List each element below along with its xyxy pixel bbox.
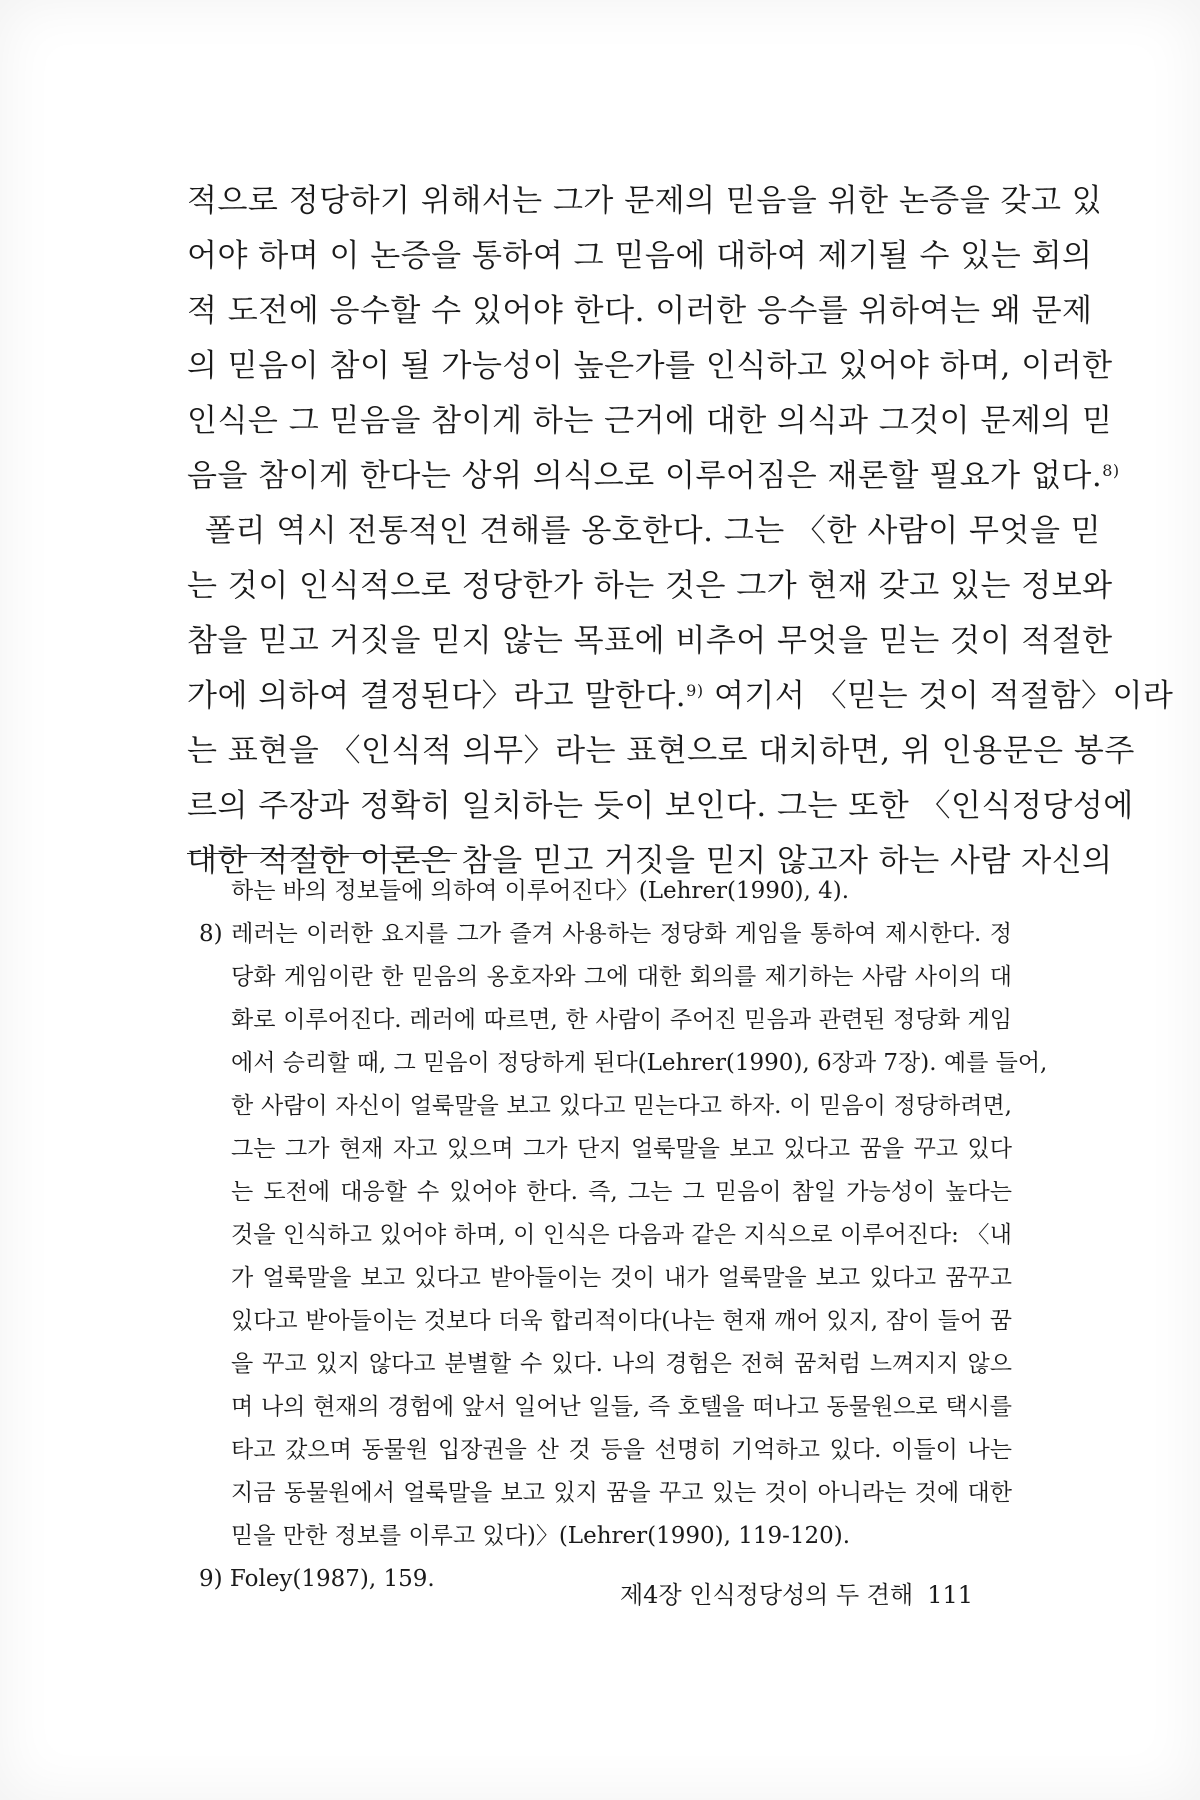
footnote-8-text: 레러는 이러한 요지를 그가 즐겨 사용하는 정당화 게임을 통하여 제시한다. 정	[231, 921, 1012, 947]
footnote-8-line: 그는 그가 현재 자고 있으며 그가 단지 얼룩말을 보고 있다고 꿈을 꾸고 있다	[231, 1136, 1012, 1162]
body-line: 어야 하며 이 논증을 통하여 그 믿음에 대하여 제기될 수 있는 회의	[187, 238, 1093, 274]
footnote-8-line: 화로 이루어진다. 레러에 따르면, 한 사람이 주어진 믿음과 관련된 정당화 게임	[231, 1007, 1012, 1033]
footnote-8-label: 8)	[199, 921, 223, 947]
footnotes	[187, 870, 1048, 1601]
body-line: 적 도전에 응수할 수 있어야 한다. 이러한 응수를 위하여는 왜 문제	[187, 293, 1093, 329]
chapter-title: 제4장 인식정당성의 두 견해	[620, 1581, 914, 1609]
footnote-ref-9[interactable]: 9)	[686, 681, 704, 700]
body-line: 참을 믿고 거짓을 믿지 않는 목표에 비추어 무엇을 믿는 것이 적절한	[187, 623, 1113, 659]
body-line: 르의 주장과 정확히 일치하는 듯이 보인다. 그는 또한 〈인식정당성에	[187, 788, 1134, 824]
footnote-8-line: 믿을 만한 정보를 이루고 있다)〉(Lehrer(1990), 119-120).	[231, 1523, 851, 1549]
body-line-text: 음을 참이게 한다는 상위 의식으로 이루어짐은 재론할 필요가 없다.	[187, 458, 1103, 494]
footnote-8-line: 지금 동물원에서 얼룩말을 보고 있지 꿈을 꾸고 있는 것이 아니라는 것에 대한	[231, 1480, 1012, 1506]
footnote-8-line: 며 나의 현재의 경험에 앞서 일어난 일들, 즉 호텔을 떠나고 동물원으로 택시를	[231, 1394, 1012, 1420]
footnote-8-line: 당화 게임이란 한 믿음의 옹호자와 그에 대한 회의를 제기하는 사람 사이의 대	[231, 964, 1012, 990]
footnote-9-label: 9)	[199, 1566, 223, 1592]
body-line-text: 여기서 〈믿는 것이 적절함〉이라	[703, 678, 1174, 714]
body-text	[187, 174, 1174, 889]
body-line-text: 가에 의하여 결정된다〉라고 말한다.	[187, 678, 687, 714]
footnote-8-line: 을 꾸고 있지 않다고 분별할 수 있다. 나의 경험은 전혀 꿈처럼 느껴지지 않으	[231, 1351, 1012, 1377]
body-line: 는 것이 인식적으로 정당한가 하는 것은 그가 현재 갖고 있는 정보와	[187, 568, 1113, 604]
footnote-ref-8[interactable]: 8)	[1102, 461, 1120, 480]
running-footer	[620, 1575, 1020, 1610]
body-line	[187, 449, 1120, 504]
footnote-8-line: 한 사람이 자신이 얼룩말을 보고 있다고 믿는다고 하자. 이 믿음이 정당하려면,	[231, 1093, 1012, 1119]
footnote-8-line: 것을 인식하고 있어야 하며, 이 인식은 다음과 같은 지식으로 이루어진다: 〈내	[231, 1222, 1012, 1248]
footnote-divider	[187, 853, 457, 854]
footnote-8-line	[187, 913, 1012, 956]
body-line: 적으로 정당하기 위해서는 그가 문제의 믿음을 위한 논증을 갖고 있	[187, 183, 1103, 219]
footnote-continuation: 하는 바의 정보들에 의하여 이루어진다〉(Lehrer(1990), 4).	[231, 878, 850, 904]
footnote-8-line: 는 도전에 대응할 수 있어야 한다. 즉, 그는 그 믿음이 참일 가능성이 높다는	[231, 1179, 1012, 1205]
footnote-8-line: 타고 갔으며 동물원 입장권을 산 것 등을 선명히 기억하고 있다. 이들이 나는	[231, 1437, 1012, 1463]
footnote-9-text: Foley(1987), 159.	[229, 1566, 435, 1592]
body-line: 폴리 역시 전통적인 견해를 옹호한다. 그는 〈한 사람이 무엇을 믿	[205, 513, 1102, 549]
footnote-8-line: 에서 승리할 때, 그 믿음이 정당하게 된다(Lehrer(1990), 6장과 7장). 예를 들어,	[231, 1050, 1048, 1076]
body-line	[187, 669, 1174, 724]
body-line: 는 표현을 〈인식적 의무〉라는 표현으로 대치하면, 위 인용문은 봉주	[187, 733, 1135, 769]
body-line: 인식은 그 믿음을 참이게 하는 근거에 대한 의식과 그것이 문제의 믿	[187, 403, 1113, 439]
page-number: 111	[927, 1581, 973, 1609]
footnote-8-line: 있다고 받아들이는 것보다 더욱 합리적이다(나는 현재 깨어 있지, 잠이 들어 꿈	[231, 1308, 1012, 1334]
body-line: 의 믿음이 참이 될 가능성이 높은가를 인식하고 있어야 하며, 이러한	[187, 348, 1113, 384]
footnote-8-line: 가 얼룩말을 보고 있다고 받아들이는 것이 내가 얼룩말을 보고 있다고 꿈꾸고	[231, 1265, 1012, 1291]
body-line: 대한 적절한 이론은 참을 믿고 거짓을 믿지 않고자 하는 사람 자신의	[187, 843, 1113, 879]
